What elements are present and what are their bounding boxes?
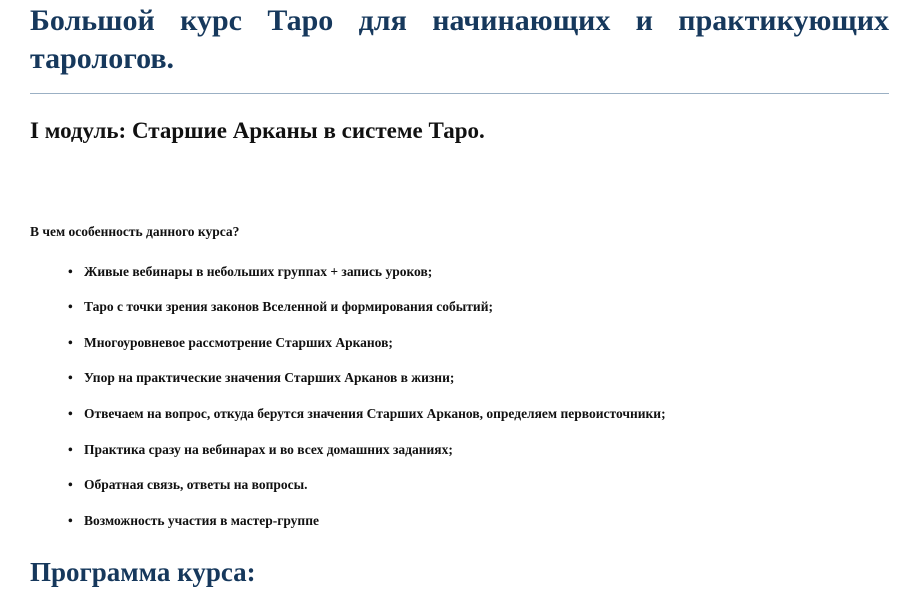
page-title: Большой курс Таро для начинающих и практикующих тарологов. — [30, 4, 889, 76]
list-item: • Отвечаем на вопрос, откуда берутся значения Старших Арканов, определяем первоисточники; — [68, 396, 889, 432]
list-item: • Таро с точки зрения законов Вселенной и формирования событий; — [68, 289, 889, 325]
list-item: • Живые вебинары в небольших группах + запись уроков; — [68, 254, 889, 290]
list-item: • Возможность участия в мастер-группе — [68, 503, 889, 539]
title-divider — [30, 93, 889, 94]
list-item: • Практика сразу на вебинарах и во всех домашних заданиях; — [68, 432, 889, 468]
course-features-list — [30, 254, 889, 539]
list-item: • Упор на практические значения Старших Арканов в жизни; — [68, 360, 889, 396]
list-item: • Многоуровневое рассмотрение Старших Арканов; — [68, 325, 889, 361]
list-item: • Обратная связь, ответы на вопросы. — [68, 467, 889, 503]
module-heading: I модуль: Старшие Арканы в системе Таро. — [30, 117, 485, 143]
course-feature-question: В чем особенность данного курса? — [30, 223, 240, 239]
program-heading: Программа курса: — [30, 557, 256, 588]
